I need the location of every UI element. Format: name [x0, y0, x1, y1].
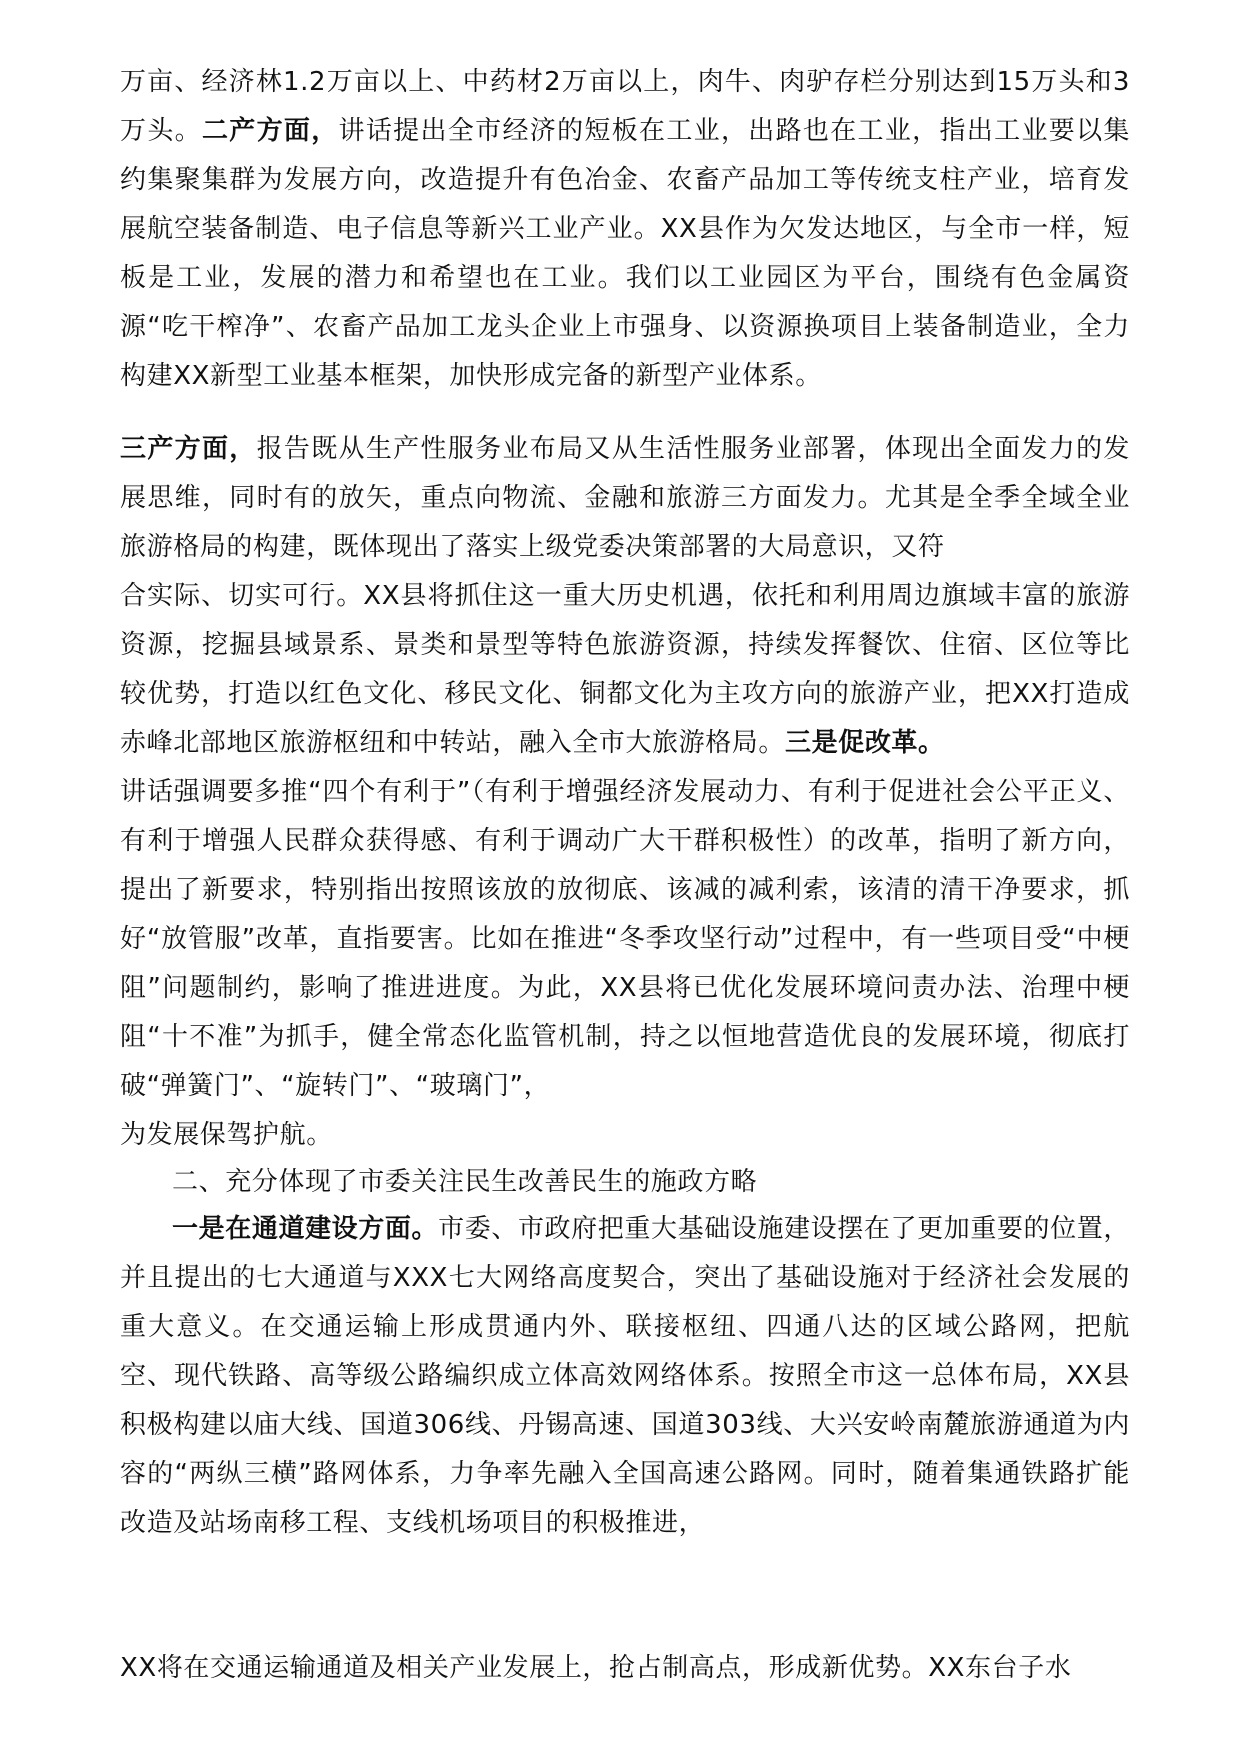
bold-heading-tertiary-industry: 三产方面， [120, 434, 257, 464]
section-heading-livelihood [120, 1158, 1130, 1207]
text-segment: 合实际、切实可行。XX县将抓住这一重大历史机遇，依托和利用周边旗域丰富的旅游资源，挖掘县域景系、景类和景型等特色旅游资源，持续发挥餐饮、住宿、区位等比较优势，打造以红色文化、移民文化、铜都文化为主攻方向的旅游产业，把XX打造成赤峰北部地区旅游枢纽和中转站，融入全市大旅游格局。 [120, 581, 1130, 758]
paragraph-industry [120, 58, 1130, 401]
paragraph-escort [120, 1111, 1130, 1160]
paragraph-reform [120, 768, 1130, 1111]
paragraph-transport-advantage [120, 1644, 1130, 1693]
paragraph-tertiary-industry [120, 425, 1130, 572]
text-segment: 为发展保驾护航。 [120, 1120, 333, 1150]
bold-heading-channel-construction: 一是在通道建设方面。 [172, 1214, 439, 1244]
paragraph-tourism [120, 572, 1130, 768]
text-segment: 市委、市政府把重大基础设施建设摆在了更加重要的位置，并且提出的七大通道与XXX七大网络高度契合，突出了基础设施对于经济社会发展的重大意义。在交通运输上形成贯通内外、联接枢纽、四通八达的区域公路网，把航空、现代铁路、高等级公路编织成立体高效网络体系。按照全市这一总体布局，XX县积极构建以庙大线、国道306线、丹锡高速、国道303线、大兴安岭南麓旅游通道为内容的“两纵三横”路网体系，力争率先融入全国高速公路网。同时，随着集通铁路扩能改造及站场南移工程、支线机场项目的积极推进， [120, 1214, 1130, 1538]
text-segment: 报告既从生产性服务业布局又从生活性服务业部署，体现出全面发力的发展思维，同时有的放矢，重点向物流、金融和旅游三方面发力。尤其是全季全域全业旅游格局的构建，既体现出了落实上级党委决策部署的大局意识，又符 [120, 434, 1130, 562]
paragraph-channel-construction [120, 1205, 1130, 1548]
bold-heading-secondary-industry: 二产方面， [201, 116, 339, 146]
text-segment: XX将在交通运输通道及相关产业发展上，抢占制高点，形成新优势。XX东台子水 [120, 1653, 1072, 1683]
text-segment: 讲话提出全市经济的短板在工业，出路也在工业，指出工业要以集约集聚集群为发展方向，改造提升有色冶金、农畜产品加工等传统支柱产业，培育发展航空装备制造、电子信息等新兴工业产业。XX县作为欠发达地区，与全市一样，短板是工业，发展的潜力和希望也在工业。我们以工业园区为平台，围绕有色金属资源“吃干榨净”、农畜产品加工龙头企业上市强身、以资源换项目上装备制造业，全力构建XX新型工业基本框架，加快形成完备的新型产业体系。 [120, 116, 1130, 391]
section-heading-text: 二、充分体现了市委关注民生改善民生的施政方略 [172, 1167, 758, 1197]
bold-heading-reform: 三是促改革。 [785, 728, 945, 758]
text-segment: 讲话强调要多推“四个有利于”（有利于增强经济发展动力、有利于促进社会公平正义、有利于增强人民群众获得感、有利于调动广大干群积极性）的改革，指明了新方向，提出了新要求，特别指出按照该放的放彻底、该减的减利索，该清的清干净要求，抓好“放管服”改革，直指要害。比如在推进“冬季攻坚行动”过程中，有一些项目受“中梗阻”问题制约，影响了推进进度。为此，XX县将已优化发展环境问责办法、治理中梗阻“十不准”为抓手，健全常态化监管机制，持之以恒地营造优良的发展环境，彻底打破“弹簧门”、“旋转门”、“玻璃门”， [120, 777, 1130, 1101]
text-segment: 万亩、经济林1.2万亩以上、中药材2万亩以上，肉牛、肉驴存栏分别达到15万头和3万头。 [120, 67, 1130, 146]
